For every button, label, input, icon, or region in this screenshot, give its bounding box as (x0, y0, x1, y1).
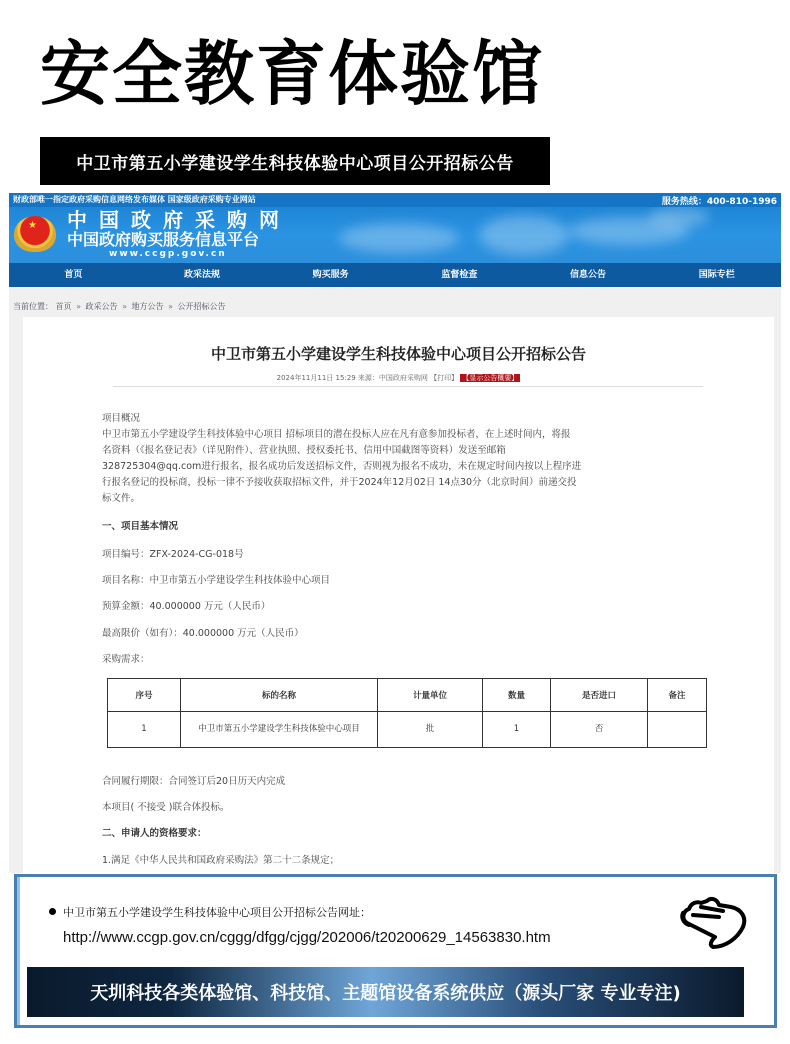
overview-line: 标文件。 (102, 493, 141, 504)
bullet-icon (49, 908, 56, 915)
cell-index: 1 (108, 712, 181, 748)
site-header (9, 193, 781, 263)
site-logo-subtitle: 中国政府购买服务信息平台 (67, 230, 260, 249)
article-card (23, 317, 774, 873)
breadcrumb-open-tender[interactable]: 公开招标公告 (177, 302, 226, 311)
promo-banner: 天圳科技各类体验馆、科技馆、主题馆设备系统供应（源头厂家 专业专注) (27, 967, 744, 1017)
cell-unit: 批 (378, 712, 483, 748)
overview-line: 328725304@qq.com进行报名，报名成功后发送招标文件，否则视为报名不成功，未在规定时间内按以上程序进 (102, 461, 582, 472)
project-name: 项目名称：中卫市第五小学建设学生科技体验中心项目 (102, 575, 331, 586)
col-header: 是否进口 (551, 679, 648, 712)
table-header-row (108, 679, 707, 712)
breadcrumb: 当前位置： 首页 » 政采公告 » 地方公告 » 公开招标公告 (13, 302, 226, 311)
project-number: 项目编号：ZFX-2024-CG-018号 (102, 549, 244, 560)
breadcrumb-gov-announcements[interactable]: 政采公告 (85, 302, 118, 311)
overview-line: 名资料（《报名登记表》（详见附件）、营业执照、授权委托书、信用中国截图等资料）发送至邮箱 (102, 445, 506, 456)
table-row (108, 712, 707, 748)
nav-announcements[interactable]: 信息公告 (570, 270, 607, 280)
nav-purchase-services[interactable]: 购买服务 (312, 270, 349, 280)
consortium-note: 本项目( 不接受 )联合体投标。 (102, 802, 230, 813)
article-title: 中卫市第五小学建设学生科技体验中心项目公开招标公告 (210, 345, 586, 363)
overview-line: 中卫市第五小学建设学生科技体验中心项目 招标项目的潜在投标人应在凡有意参加投标者，在上述时间内，将报 (102, 429, 571, 440)
col-header: 备注 (648, 679, 707, 712)
footer-link-box (14, 874, 777, 1028)
col-header: 计量单位 (378, 679, 483, 712)
nav-international[interactable]: 国际专栏 (698, 270, 735, 280)
site-logo-title[interactable]: 中国政府采购网 (67, 208, 291, 232)
col-header: 标的名称 (181, 679, 378, 712)
breadcrumb-label: 当前位置： (13, 302, 53, 311)
site-logo-url: www.ccgp.gov.cn (109, 249, 227, 259)
announcement-url-link[interactable]: http://www.ccgp.gov.cn/cggg/dfgg/cjgg/202006/t20200629_14563830.htm (63, 929, 551, 946)
nav-home[interactable]: 首页 (64, 270, 83, 280)
section-heading-2: 二、申请人的资格要求： (102, 828, 207, 839)
subtitle-banner: 中卫市第五小学建设学生科技体验中心项目公开招标公告 (40, 137, 550, 185)
nav-supervision[interactable]: 监督检查 (441, 270, 478, 280)
site-tagline: 财政部唯一指定政府采购信息网络发布媒体 国家级政府采购专业网站 (13, 195, 256, 204)
col-header: 序号 (108, 679, 181, 712)
article-date-source: 2024年11月11日 15:29 来源：中国政府采购网 【打印】 (276, 374, 459, 382)
cell-imported: 否 (551, 712, 648, 748)
pointing-hand-icon (675, 887, 755, 951)
budget-amount: 预算金额：40.000000 万元（人民币） (102, 601, 271, 612)
national-emblem-icon: ★ (14, 216, 56, 252)
article-meta (23, 373, 774, 383)
col-header: 数量 (483, 679, 551, 712)
demand-label: 采购需求： (102, 654, 150, 665)
main-nav (9, 263, 781, 287)
overview-heading: 项目概况 (102, 413, 141, 424)
announcement-url-label: 中卫市第五小学建设学生科技体验中心项目公开招标公告网址： (63, 906, 371, 919)
divider (113, 386, 703, 387)
section-heading-1: 一、项目基本情况 (102, 521, 179, 532)
cell-remarks (648, 712, 707, 748)
overview-line: 行报名登记的投标商，投标一律不予接收获取招标文件，并于2024年12月02日 14点30分（北京时间）前递交投 (102, 477, 577, 488)
cell-item-name: 中卫市第五小学建设学生科技体验中心项目 (181, 712, 378, 748)
cell-quantity: 1 (483, 712, 551, 748)
hotline: 服务热线：400-810-1996 (661, 197, 777, 207)
nav-regulations[interactable]: 政采法规 (184, 270, 221, 280)
website-screenshot (9, 193, 781, 873)
breadcrumb-home[interactable]: 首页 (55, 302, 72, 311)
requirements-table (107, 678, 707, 748)
show-summary-link[interactable]: 【显示公告概要】 (462, 374, 519, 382)
contract-period: 合同履行期限：合同签订后20日历天内完成 (102, 776, 286, 787)
requirement-1: 1.满足《中华人民共和国政府采购法》第二十二条规定； (102, 855, 340, 866)
breadcrumb-local-announcements[interactable]: 地方公告 (131, 302, 164, 311)
hero-title: 安全教育体验馆 (40, 33, 544, 115)
max-price: 最高限价（如有）：40.000000 万元（人民币） (102, 628, 304, 639)
